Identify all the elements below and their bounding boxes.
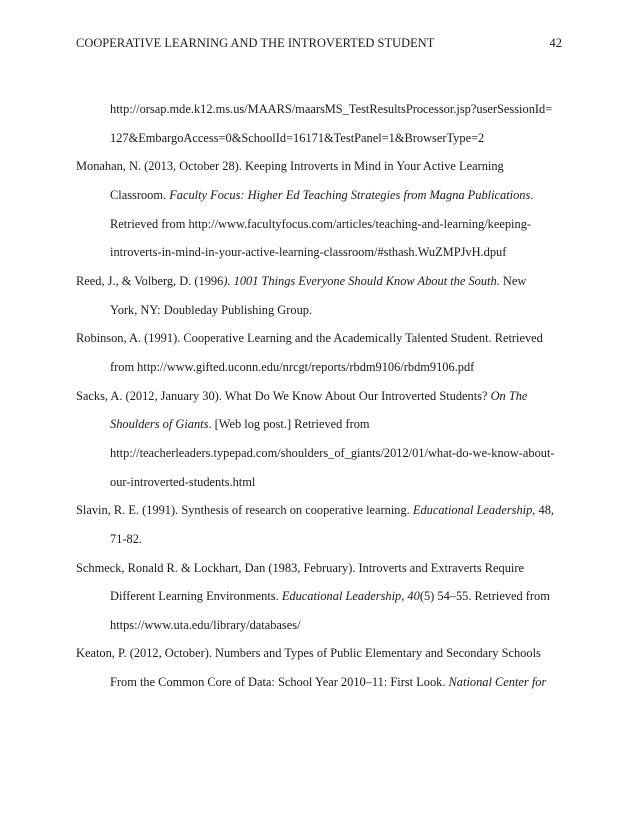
- text-run: Keaton, P. (2012, October). Numbers and Types of Public Elementary and Secondary Schools: [76, 646, 541, 661]
- reference-line: [76, 181, 562, 210]
- reference-line: [76, 611, 562, 640]
- text-run: introverts-in-mind-in-your-active-learning-classroom/#sthash.WuZMPJvH.dpuf: [110, 245, 507, 260]
- reference-entry: [76, 554, 562, 640]
- reference-entry: [76, 639, 562, 696]
- reference-line: [76, 496, 562, 525]
- text-run: Slavin, R. E. (1991). Synthesis of research on cooperative learning.: [76, 503, 413, 518]
- reference-line: [76, 525, 562, 554]
- text-run: .: [530, 187, 534, 202]
- reference-list: [76, 95, 562, 697]
- text-run: (5) 54–55. Retrieved from: [419, 589, 550, 604]
- text-run: Retrieved from http://www.facultyfocus.com/articles/teaching-and-learning/keeping-: [110, 216, 532, 231]
- italic-text: Educational Leadership, 40: [281, 589, 420, 604]
- italic-text: On The: [490, 388, 528, 403]
- reference-line: [76, 554, 562, 583]
- italic-text: ). 1001 Things Everyone Should Know About the South.: [223, 273, 500, 288]
- reference-line: [76, 324, 562, 353]
- text-run: Classroom.: [110, 187, 170, 202]
- text-run: http://teacherleaders.typepad.com/shoulders_of_giants/2012/01/what-do-we-know-about-: [110, 445, 555, 460]
- text-run: From the Common Core of Data: School Year 2010–11: First Look.: [110, 675, 449, 690]
- text-run: New: [499, 273, 527, 288]
- reference-line: [76, 353, 562, 382]
- reference-line: [76, 267, 562, 296]
- reference-line: [76, 296, 562, 325]
- text-run: Schmeck, Ronald R. & Lockhart, Dan (1983, February). Introverts and Extraverts Require: [76, 560, 525, 575]
- page-number: 42: [549, 36, 562, 50]
- text-run: Robinson, A. (1991). Cooperative Learning and the Academically Talented Student. Retrieved: [76, 331, 543, 346]
- reference-line: [76, 639, 562, 668]
- reference-line: [76, 238, 562, 267]
- reference-entry: [76, 496, 562, 553]
- text-run: from http://www.gifted.uconn.edu/nrcgt/reports/rbdm9106/rbdm9106.pdf: [110, 359, 475, 374]
- text-run: https://www.uta.edu/library/databases/: [110, 617, 301, 632]
- text-run: http://orsap.mde.k12.ms.us/MAARS/maarsMS_TestResultsProcessor.jsp?userSessionId=: [110, 102, 553, 116]
- text-run: 48,: [535, 503, 554, 518]
- text-run: York, NY: Doubleday Publishing Group.: [110, 302, 313, 317]
- reference-line: [76, 582, 562, 611]
- reference-line: [76, 439, 562, 468]
- italic-text: Shoulders of Giants: [110, 417, 209, 432]
- reference-line: [76, 382, 562, 411]
- reference-line: [76, 152, 562, 181]
- text-run: Different Learning Environments.: [110, 589, 282, 604]
- reference-line: [76, 210, 562, 239]
- reference-entry: [76, 267, 562, 324]
- text-run: our-introverted-students.html: [110, 474, 256, 489]
- running-head: COOPERATIVE LEARNING AND THE INTROVERTED STUDENT: [76, 36, 435, 50]
- reference-line: [76, 124, 562, 153]
- reference-line: [76, 95, 562, 124]
- text-run: Monahan, N. (2013, October 28). Keeping Introverts in Mind in Your Active Learning: [76, 159, 504, 174]
- italic-text: National Center for: [448, 675, 547, 690]
- reference-entry: [76, 382, 562, 497]
- text-run: . [Web log post.] Retrieved from: [208, 417, 370, 432]
- reference-entry: [76, 95, 562, 152]
- reference-line: [76, 468, 562, 497]
- reference-line: [76, 668, 562, 697]
- text-run: 71-82.: [110, 531, 143, 546]
- italic-text: Faculty Focus: Higher Ed Teaching Strategies from Magna Publications: [169, 187, 531, 202]
- reference-entry: [76, 152, 562, 267]
- reference-line: [76, 410, 562, 439]
- text-run: 127&EmbargoAccess=0&SchoolId=16171&TestPanel=1&BrowserType=2: [110, 130, 485, 145]
- text-run: Reed, J., & Volberg, D. (1996: [76, 273, 224, 288]
- reference-entry: [76, 324, 562, 381]
- text-run: Sacks, A. (2012, January 30). What Do We Know About Our Introverted Students?: [76, 388, 491, 403]
- italic-text: Educational Leadership,: [412, 503, 536, 518]
